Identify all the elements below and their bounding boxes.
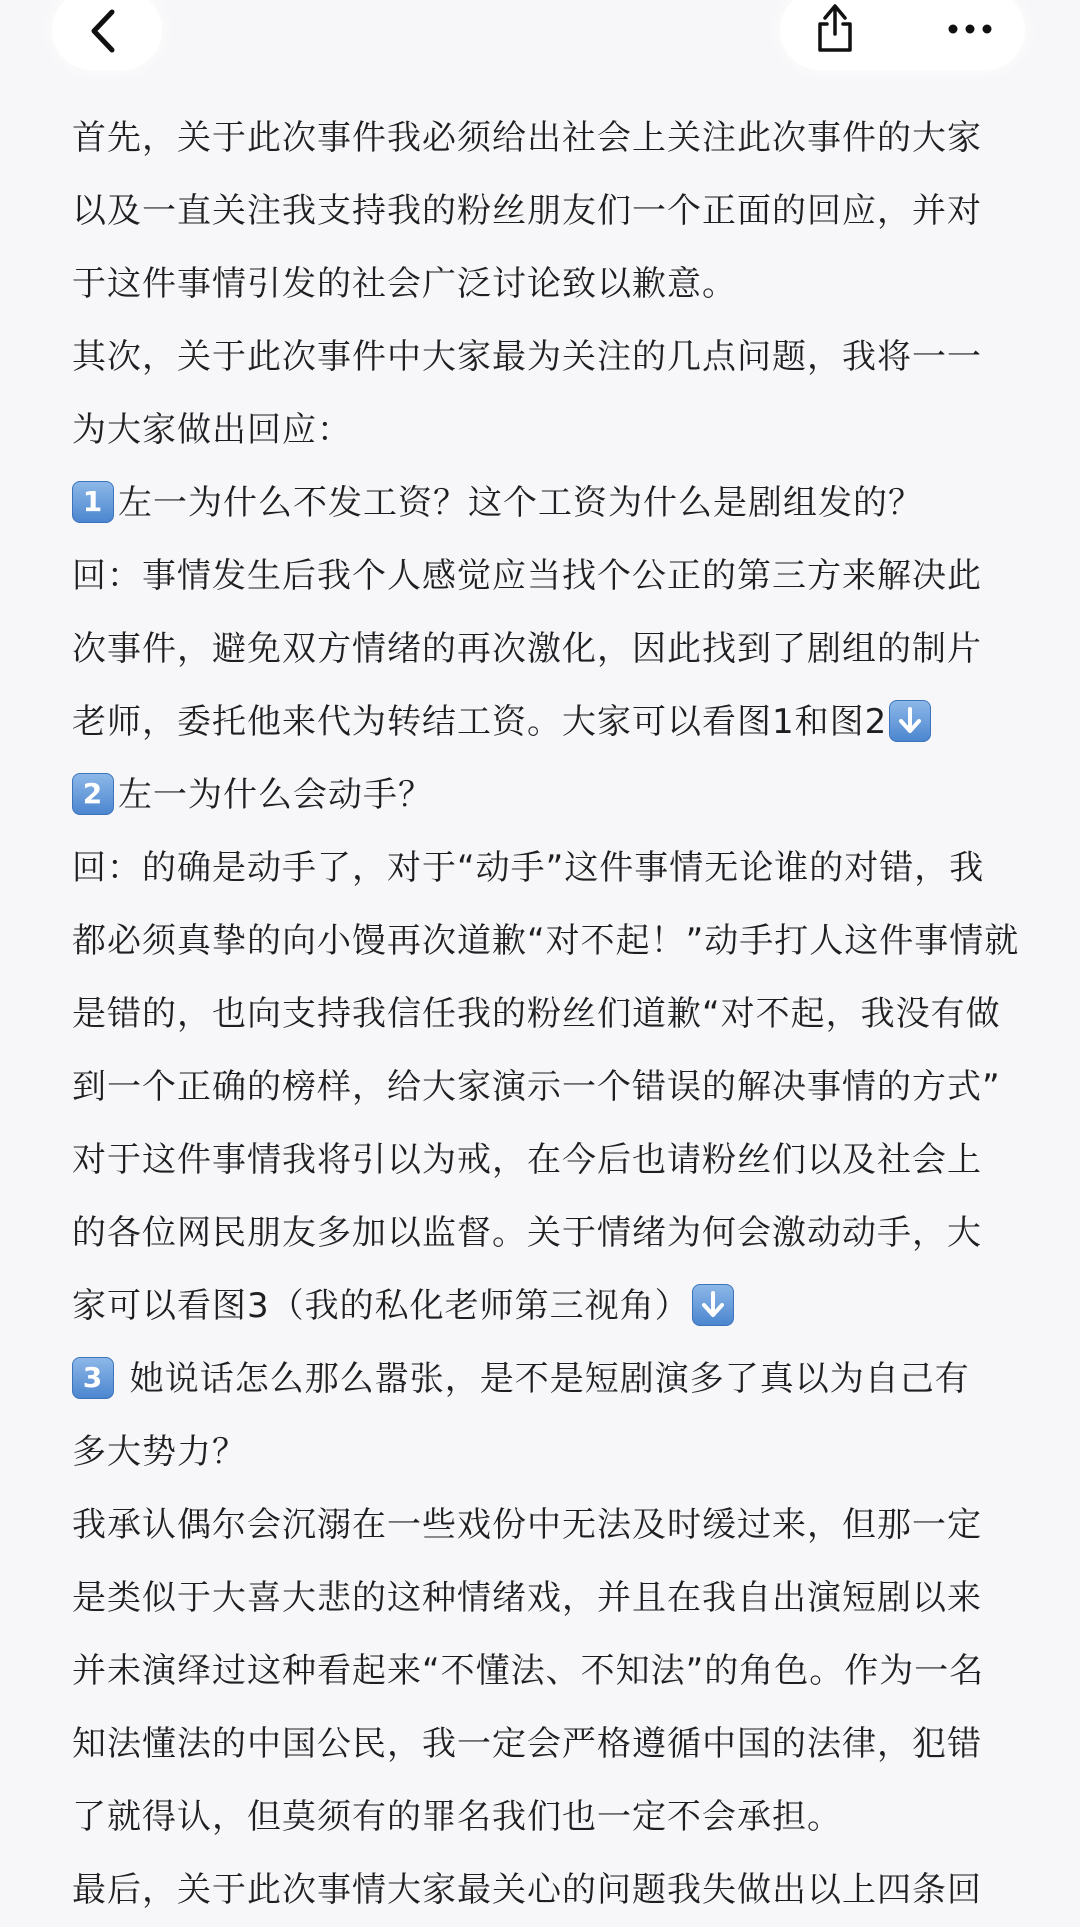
top-navigation-bar	[0, 0, 1080, 110]
answer-line: 知法懂法的中国公民，我一定会严格遵循中国的法律，犯错	[72, 1724, 982, 1764]
answer-line: 回：的确是动手了，对于“动手”这件事情无论谁的对错，我	[72, 848, 985, 888]
down-arrow-icon	[692, 1284, 734, 1326]
answer-line: 对于这件事情我将引以为戒，在今后也请粉丝们以及社会上	[72, 1140, 982, 1180]
text-line: 于这件事情引发的社会广泛讨论致以歉意。	[72, 264, 737, 304]
question-3-text-cont: 多大势力？	[72, 1432, 247, 1472]
answer-line	[72, 1270, 1022, 1343]
article-body	[72, 102, 1022, 1910]
keycap-2-icon: 2	[72, 773, 114, 815]
answer-line: 我承认偶尔会沉溺在一些戏份中无法及时缓过来，但那一定	[72, 1505, 982, 1545]
share-icon[interactable]	[810, 0, 860, 56]
answer-line: 是错的，也向支持我信任我的粉丝们道歉“对不起，我没有做	[72, 994, 1001, 1034]
answer-line: 了就得认，但莫须有的罪名我们也一定不会承担。	[72, 1797, 842, 1837]
answer-line: 到一个正确的榜样，给大家演示一个错误的解决事情的方式”	[72, 1067, 1001, 1107]
answer-line-text: 老师，委托他来代为转结工资。大家可以看图1和图2	[72, 702, 888, 742]
answer-line: 的各位网民朋友多加以监督。关于情绪为何会激动动手，大	[72, 1213, 982, 1253]
question-2	[72, 759, 1022, 832]
text-line: 首先，关于此次事件我必须给出社会上关注此次事件的大家	[72, 118, 982, 158]
chevron-left-icon[interactable]	[84, 6, 120, 56]
question-3	[72, 1343, 1022, 1416]
text-line: 其次，关于此次事件中大家最为关注的几点问题，我将一一	[72, 337, 982, 377]
answer-line: 并未演绎过这种看起来“不懂法、不知法”的角色。作为一名	[72, 1651, 985, 1691]
question-3-text: 她说话怎么那么嚣张，是不是短剧演多了真以为自己有	[118, 1359, 970, 1399]
keycap-3-icon: 3	[72, 1357, 114, 1399]
down-arrow-icon	[889, 700, 931, 742]
answer-line-text: 家可以看图3（我的私化老师第三视角）	[72, 1286, 690, 1326]
text-line: 为大家做出回应：	[72, 410, 352, 450]
more-horizontal-icon[interactable]	[945, 14, 995, 44]
text-line: 以及一直关注我支持我的粉丝朋友们一个正面的回应，并对	[72, 191, 982, 231]
question-1	[72, 467, 1022, 540]
question-2-text: 左一为什么会动手？	[118, 775, 433, 815]
keycap-1-icon: 1	[72, 481, 114, 523]
answer-line: 是类似于大喜大悲的这种情绪戏，并且在我自出演短剧以来	[72, 1578, 982, 1618]
text-line-cut-off: 最后，关于此次事情大家最关心的问题我失做出以上四条回	[72, 1870, 982, 1910]
answer-line: 都必须真挚的向小馒再次道歉“对不起！”动手打人这件事情就	[72, 921, 1020, 961]
answer-line: 次事件，避免双方情绪的再次激化，因此找到了剧组的制片	[72, 629, 982, 669]
question-1-text: 左一为什么不发工资？这个工资为什么是剧组发的？	[118, 483, 923, 523]
answer-line: 回：事情发生后我个人感觉应当找个公正的第三方来解决此	[72, 556, 982, 596]
answer-line	[72, 686, 1022, 759]
